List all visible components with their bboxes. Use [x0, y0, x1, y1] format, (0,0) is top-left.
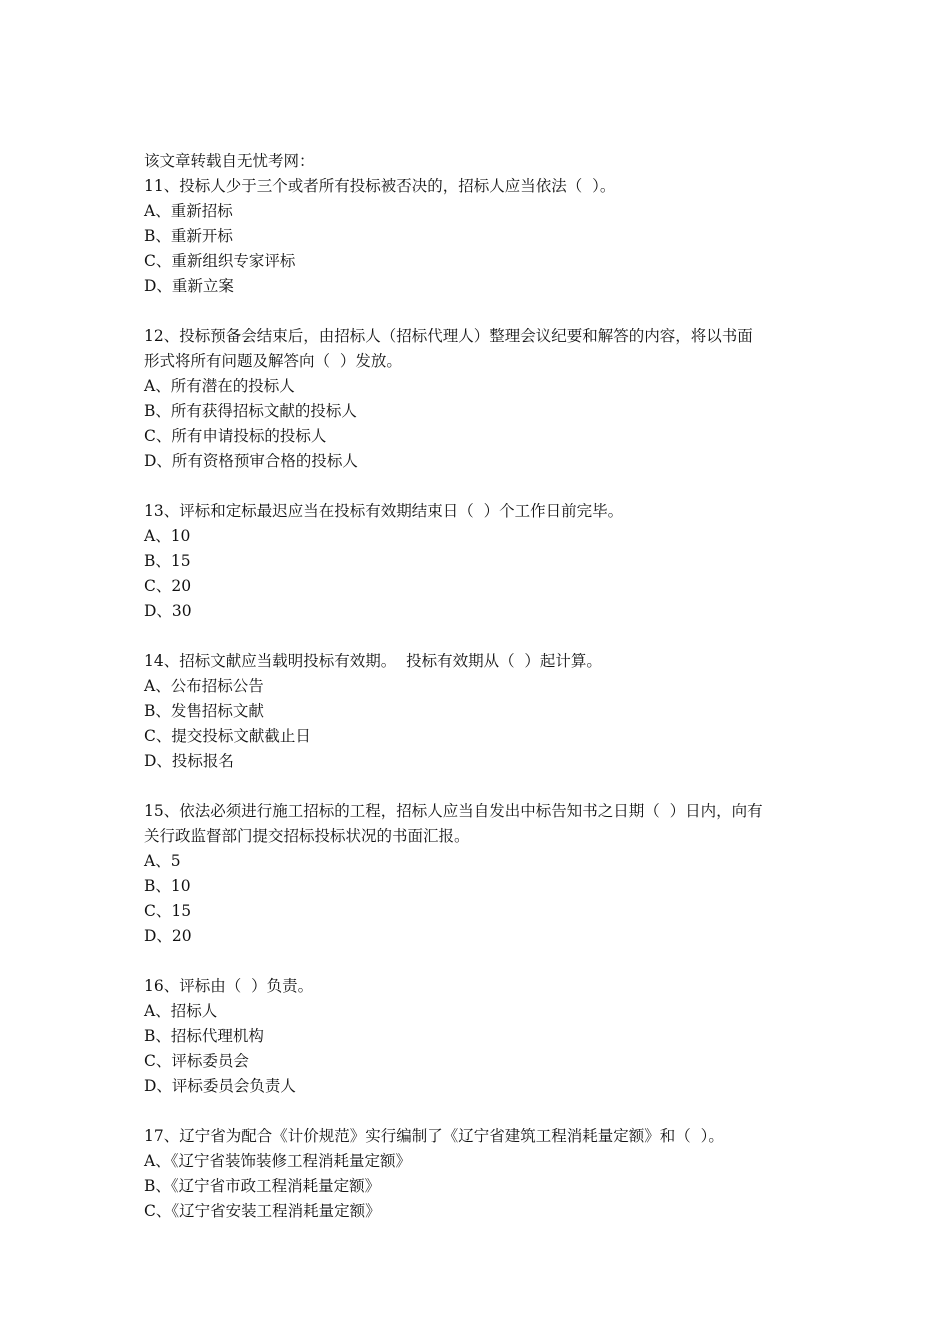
question-stem: 17、辽宁省为配合《计价规范》实行编制了《辽宁省建筑工程消耗量定额》和（ ）。	[144, 1127, 724, 1145]
question-17	[144, 1124, 814, 1224]
question-14	[144, 649, 814, 774]
question-11	[144, 174, 814, 299]
question-12	[144, 324, 814, 474]
question-stem-continued: 关行政监督部门提交招标投标状况的书面汇报。	[144, 827, 470, 845]
option-c: C、《辽宁省安装工程消耗量定额》	[144, 1202, 381, 1220]
option-b: B、招标代理机构	[144, 1027, 264, 1045]
option-c: C、所有申请投标的投标人	[144, 427, 327, 445]
source-note: 该文章转载自无忧考网：	[144, 152, 315, 170]
option-d: D、评标委员会负责人	[144, 1077, 296, 1095]
option-a: A、招标人	[144, 1002, 218, 1020]
option-b: B、15	[144, 552, 191, 570]
question-stem: 15、依法必须进行施工招标的工程，招标人应当自发出中标告知书之日期（ ）日内，向有	[144, 802, 763, 820]
option-d: D、所有资格预审合格的投标人	[144, 452, 358, 470]
option-d: D、投标报名	[144, 752, 234, 770]
option-a: A、所有潜在的投标人	[144, 377, 295, 395]
option-c: C、评标委员会	[144, 1052, 249, 1070]
question-stem: 11、投标人少于三个或者所有投标被否决的，招标人应当依法（ ）。	[144, 177, 616, 195]
question-15	[144, 799, 814, 949]
option-a: A、公布招标公告	[144, 677, 264, 695]
option-c: C、20	[144, 577, 192, 595]
question-stem: 16、评标由（ ）负责。	[144, 977, 314, 995]
option-b: B、《辽宁省市政工程消耗量定额》	[144, 1177, 381, 1195]
question-13	[144, 499, 814, 624]
question-stem-continued: 形式将所有问题及解答向（ ）发放。	[144, 352, 402, 370]
option-b: B、所有获得招标文献的投标人	[144, 402, 357, 420]
question-stem: 13、评标和定标最迟应当在投标有效期结束日（ ）个工作日前完毕。	[144, 502, 624, 520]
question-stem: 14、招标文献应当载明投标有效期。 投标有效期从（ ）起计算。	[144, 652, 602, 670]
option-c: C、重新组织专家评标	[144, 252, 296, 270]
option-d: D、重新立案	[144, 277, 234, 295]
option-c: C、15	[144, 902, 192, 920]
option-a: A、《辽宁省装饰装修工程消耗量定额》	[144, 1152, 411, 1170]
option-b: B、10	[144, 877, 191, 895]
option-a: A、重新招标	[144, 202, 233, 220]
option-a: A、5	[144, 852, 181, 870]
question-16	[144, 974, 814, 1099]
option-b: B、发售招标文献	[144, 702, 264, 720]
question-stem: 12、投标预备会结束后，由招标人（招标代理人）整理会议纪要和解答的内容，将以书面	[144, 327, 753, 345]
option-d: D、30	[144, 602, 192, 620]
option-d: D、20	[144, 927, 192, 945]
option-b: B、重新开标	[144, 227, 233, 245]
option-a: A、10	[144, 527, 191, 545]
document-page	[144, 149, 814, 1249]
option-c: C、提交投标文献截止日	[144, 727, 311, 745]
